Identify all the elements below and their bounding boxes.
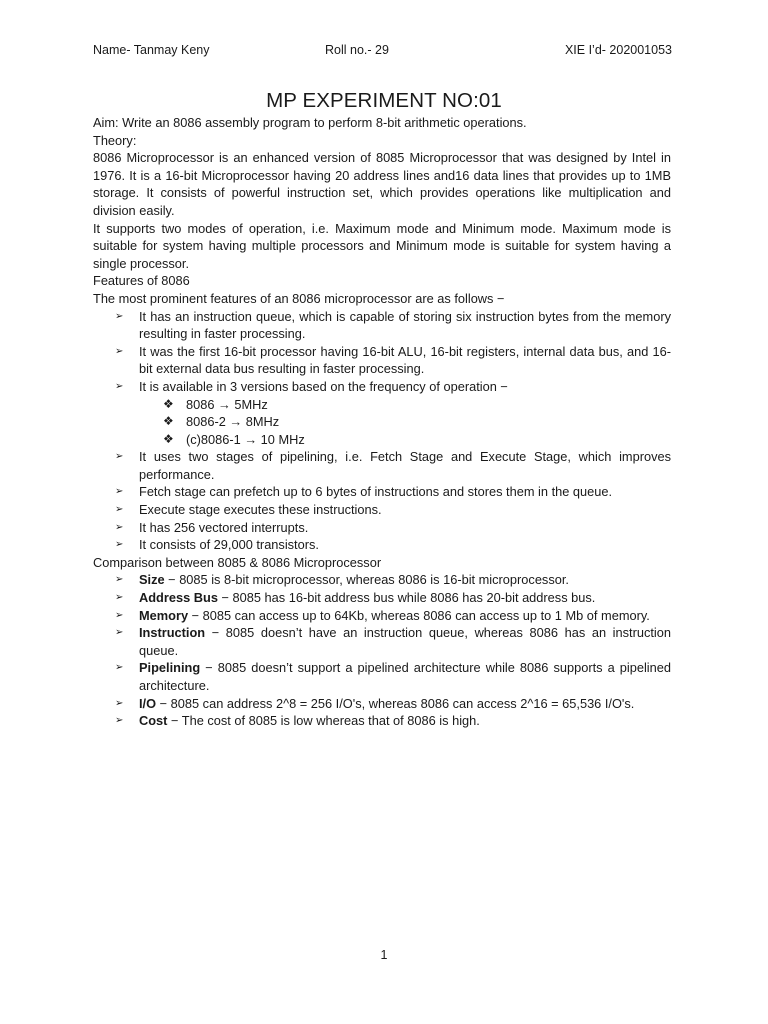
list-item: ➢ It uses two stages of pipelining, i.e. Fetch Stage and Execute Stage, which improves performance. [115, 449, 671, 482]
arrow-bullet-icon: ➢ [115, 451, 124, 463]
arrow-bullet-icon: ➢ [115, 697, 124, 709]
list-item: ➢ It has 256 vectored interrupts. [115, 519, 309, 535]
theory-paragraph-2: It supports two modes of operation, i.e. Maximum mode and Minimum mode. Maximum mode is suitable for system having multiple processors and Minimum mode is suitable for system having a single processor. [93, 220, 671, 271]
aim-text: Aim: Write an 8086 assembly program to perform 8-bit arithmetic operations. [93, 115, 527, 130]
arrow-bullet-icon: ➢ [115, 715, 124, 727]
versions-list [93, 396, 671, 449]
comparison-list [93, 571, 671, 729]
list-item: ➢ Address Bus − 8085 has 16-bit address bus while 8086 has 20-bit address bus. [115, 590, 596, 606]
list-item: ➢ Fetch stage can prefetch up to 6 bytes of instructions and stores them in the queue. [115, 484, 613, 500]
theory-paragraph-1: 8086 Microprocessor is an enhanced version of 8085 Microprocessor that was designed by Intel in 1976. It is a 16-bit Microprocessor having 20 address lines and16 data lines that provides up to 1MB storage. It consists of powerful instruction set, which provides operations like multiplication and division easily. [93, 150, 671, 218]
list-item: ➢ Cost − The cost of 8085 is low whereas that of 8086 is high. [115, 713, 480, 729]
arrow-bullet-icon: ➢ [115, 609, 124, 621]
comparison-term: Memory [139, 607, 189, 623]
comparison-term: Pipelining [139, 660, 201, 676]
arrow-bullet-icon: ➢ [115, 380, 124, 392]
page-title: MP EXPERIMENT NO:01 [266, 89, 502, 112]
list-item: ➢ It was the first 16-bit processor having 16-bit ALU, 16-bit registers, internal data bus, and 16-bit external data bus resulting in faster processing. [115, 343, 671, 377]
list-item: ➢ It consists of 29,000 transistors. [115, 537, 319, 553]
list-item: ➢ Size − 8085 is 8-bit microprocessor, whereas 8086 is 16-bit microprocessor. [115, 572, 569, 588]
page-header [93, 43, 672, 61]
arrow-bullet-icon: ➢ [115, 539, 124, 551]
arrow-bullet-icon: ➢ [115, 521, 124, 533]
list-item: ❖ 8086-2 → 8MHz [163, 414, 280, 430]
comparison-term: Size [139, 572, 165, 588]
comparison-term: I/O [139, 695, 157, 711]
list-item: ❖ (c)8086-1 → 10 MHz [163, 431, 305, 447]
arrow-bullet-icon: ➢ [115, 504, 124, 516]
arrow-bullet-icon: ➢ [115, 592, 124, 604]
page-number: 1 [380, 948, 388, 962]
diamond-bullet-icon: ❖ [163, 396, 174, 411]
arrow-bullet-icon: ➢ [115, 310, 124, 322]
arrow-bullet-icon: ➢ [115, 662, 124, 674]
arrow-bullet-icon: ➢ [115, 627, 124, 639]
theory-label: Theory: [93, 132, 137, 148]
list-item: ➢ It is available in 3 versions based on the frequency of operation − [115, 378, 508, 394]
list-item: ➢ Memory − 8085 can access up to 64Kb, whereas 8086 can access up to 1 Mb of memory. [115, 607, 650, 623]
diamond-bullet-icon: ❖ [163, 431, 174, 446]
list-item: ❖ 8086 → 5MHz [163, 396, 268, 412]
xie-id: XIE I’d- 202001053 [564, 43, 672, 57]
list-item: ➢ Execute stage executes these instructions. [115, 502, 382, 518]
list-item: ➢ Instruction − 8085 doesn’t have an instruction queue, whereas 8086 has an instruction queue. [115, 625, 671, 658]
document-body [93, 114, 671, 730]
arrow-bullet-icon: ➢ [115, 345, 124, 357]
comparison-term: Address Bus [139, 590, 218, 606]
features-list-continued [93, 448, 671, 554]
features-list [93, 308, 671, 396]
list-item: ➢ It has an instruction queue, which is capable of storing six instruction bytes from the memory resulting in faster processing. [115, 308, 671, 342]
comparison-heading: Comparison between 8085 & 8086 Microprocessor [93, 554, 382, 570]
arrow-bullet-icon: ➢ [115, 574, 124, 586]
comparison-term: Cost [139, 713, 168, 729]
arrow-bullet-icon: ➢ [115, 486, 124, 498]
roll-number: Roll no.- 29 [325, 43, 389, 57]
comparison-term: Instruction [139, 625, 206, 641]
list-item: ➢ Pipelining − 8085 doesn’t support a pipelined architecture while 8086 supports a pipelined architecture. [115, 660, 671, 693]
diamond-bullet-icon: ❖ [163, 414, 174, 429]
list-item: ➢ I/O − 8085 can address 2^8 = 256 I/O's, whereas 8086 can access 2^16 = 65,536 I/O's. [115, 695, 635, 711]
student-name: Name- Tanmay Keny [93, 43, 210, 57]
features-intro: The most prominent features of an 8086 microprocessor are as follows − [93, 290, 505, 306]
features-heading: Features of 8086 [93, 273, 190, 289]
